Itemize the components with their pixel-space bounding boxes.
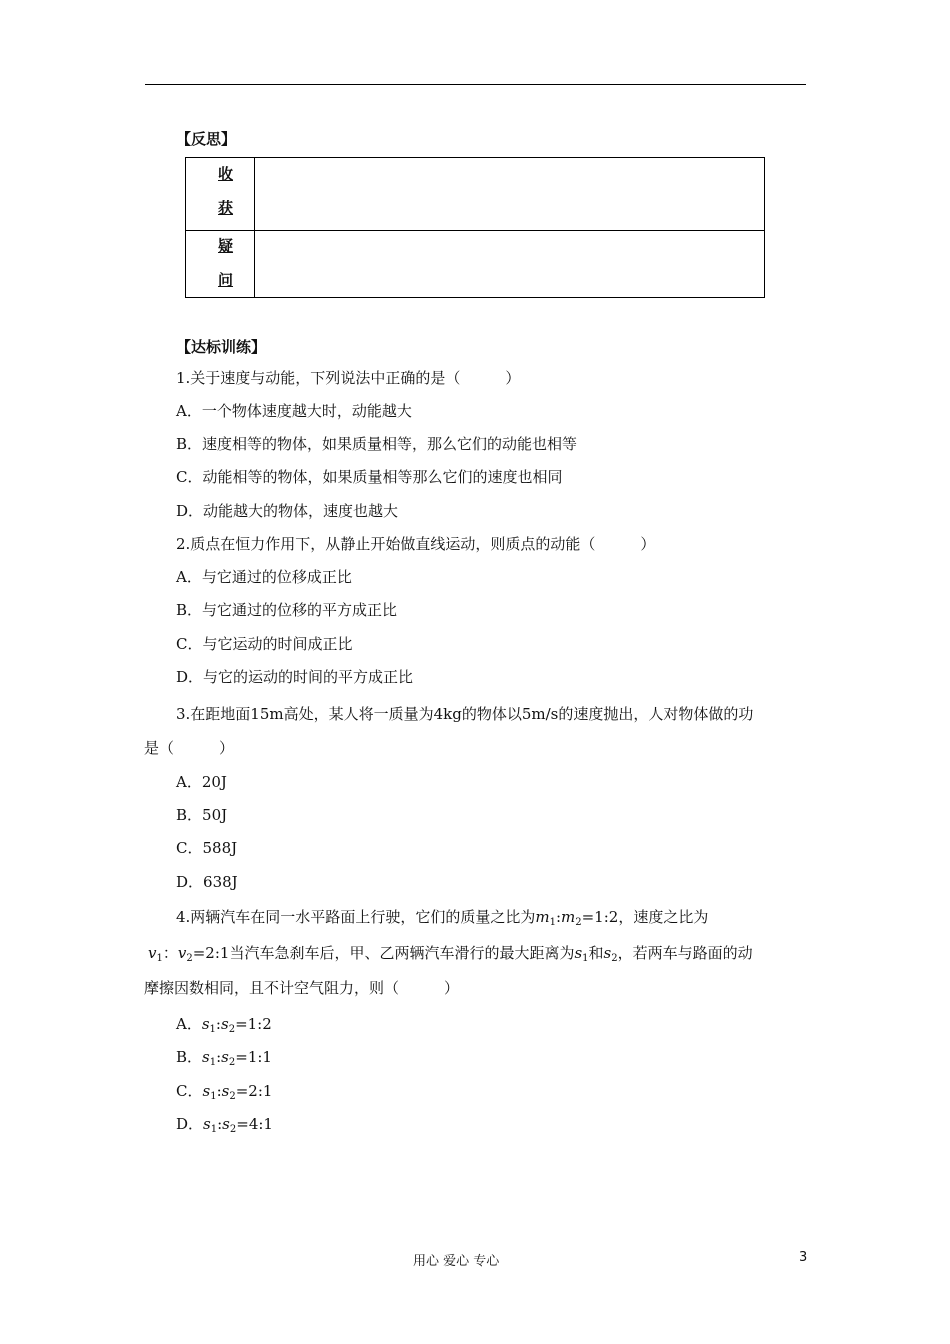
- q4-option-b-colon: :: [216, 1048, 222, 1066]
- q4-option-b-ratio: =1:1: [235, 1048, 272, 1066]
- questions-label-char-1: 疑: [218, 237, 234, 255]
- q3-option-c: C．588J: [176, 839, 238, 857]
- q1-option-c: C．动能相等的物体，如果质量相等那么它们的速度也相同: [176, 468, 563, 486]
- q4-option-b: [176, 1047, 272, 1073]
- page-number: 3: [799, 1250, 808, 1265]
- q3-option-a: A．20J: [176, 773, 227, 791]
- reflection-row-gains: [186, 158, 765, 231]
- gains-content-cell[interactable]: [255, 158, 765, 231]
- q4-option-a-colon: :: [215, 1015, 221, 1033]
- q4-and: 和: [588, 944, 604, 962]
- questions-label-cell: [186, 231, 255, 298]
- q4-option-d-letter: D．: [176, 1115, 204, 1133]
- q4-option-a: [176, 1014, 272, 1040]
- q4-v-colon: ：: [162, 944, 178, 962]
- q4-m2-sub: 2: [575, 917, 582, 928]
- q4-line1-post: =1:2，速度之比为: [581, 908, 709, 926]
- q4-v1: v: [148, 944, 157, 962]
- q4-option-a-s2-sub: 2: [228, 1024, 236, 1035]
- q4-option-b-s1: s: [202, 1048, 210, 1066]
- q4-option-b-s1-sub: 1: [209, 1057, 217, 1068]
- q4-option-a-s1: s: [201, 1015, 210, 1033]
- footer-text: 用心 爱心 专心: [413, 1254, 500, 1269]
- q4-option-a-s2: s: [220, 1015, 229, 1033]
- q3-option-d: D．638J: [176, 873, 238, 891]
- q4-v2: v: [177, 944, 187, 962]
- q3-option-b: B．50J: [176, 806, 228, 824]
- q3-stem-line1: 3.在距地面15m高处，某人将一质量为4kg的物体以5m/s的速度抛出，人对物体做的功: [176, 705, 754, 723]
- q4-option-d-s2-sub: 2: [229, 1124, 237, 1135]
- q4-option-c-s2: s: [221, 1082, 230, 1100]
- q4-option-c: [176, 1081, 272, 1107]
- q4-stem-line2: [148, 943, 753, 969]
- gains-label-cell: [186, 158, 255, 231]
- q4-option-c-s2-sub: 2: [229, 1091, 236, 1102]
- q4-m1-sub: 1: [549, 917, 556, 928]
- q1-option-a: A．一个物体速度越大时，动能越大: [176, 402, 412, 420]
- reflection-table: [185, 157, 765, 298]
- q4-option-b-letter: B．: [176, 1048, 203, 1066]
- gains-label-char-1: 收: [218, 165, 234, 183]
- gains-label-char-2: 获: [218, 199, 234, 217]
- q4-s2-sub: 2: [611, 953, 618, 964]
- q4-v2-sub: 2: [186, 953, 193, 964]
- q1-option-d: D．动能越大的物体，速度也越大: [176, 502, 399, 520]
- q4-option-d-s2: s: [222, 1115, 230, 1133]
- q4-option-d-s1: s: [203, 1115, 211, 1133]
- q4-option-c-letter: C．: [176, 1082, 203, 1100]
- q4-v1-sub: 1: [156, 953, 163, 964]
- practice-title: 【达标训练】: [176, 338, 267, 356]
- q4-stem-line1: [176, 907, 708, 933]
- q4-option-b-s2: s: [221, 1048, 229, 1066]
- q4-s2: s: [603, 944, 612, 962]
- q2-option-b: B．与它通过的位移的平方成正比: [176, 601, 398, 619]
- q4-option-c-s1: s: [202, 1082, 211, 1100]
- q4-option-a-s1-sub: 1: [209, 1024, 216, 1035]
- q4-option-a-letter: A．: [176, 1015, 202, 1033]
- reflection-row-questions: [186, 231, 765, 298]
- q4-line1-pre: 4.两辆汽车在同一水平路面上行驶，它们的质量之比为: [176, 908, 536, 926]
- q4-m-colon: :: [555, 908, 561, 926]
- q2-option-d: D．与它的运动的时间的平方成正比: [176, 668, 414, 686]
- q4-option-d-s1-sub: 1: [210, 1124, 218, 1135]
- q1-option-b: B．速度相等的物体，如果质量相等，那么它们的动能也相等: [176, 435, 578, 453]
- q4-s1-sub: 1: [582, 953, 589, 964]
- q4-option-a-ratio: =1:2: [235, 1015, 272, 1033]
- q2-option-c: C．与它运动的时间成正比: [176, 635, 353, 653]
- header-rule: [145, 84, 806, 85]
- q1-stem: 1.关于速度与动能，下列说法中正确的是（ ）: [176, 369, 521, 387]
- q4-line2-post: ，若两车与路面的动: [617, 944, 753, 962]
- questions-label-char-2: 问: [218, 271, 234, 289]
- q4-option-d: [176, 1114, 273, 1140]
- q2-option-a: A．与它通过的位移成正比: [176, 568, 352, 586]
- q4-option-c-s1-sub: 1: [210, 1091, 217, 1102]
- q4-m1: m: [535, 908, 550, 926]
- q4-m2: m: [561, 908, 576, 926]
- q4-option-d-ratio: =4:1: [236, 1115, 273, 1133]
- q4-s1: s: [574, 944, 583, 962]
- q4-option-c-colon: :: [216, 1082, 222, 1100]
- q4-stem-line3: 摩擦因数相同，且不计空气阻力，则（ ）: [144, 979, 460, 997]
- reflection-title: 【反思】: [176, 130, 237, 148]
- q4-line2-mid: =2:1当汽车急刹车后，甲、乙两辆汽车滑行的最大距离为: [192, 944, 575, 962]
- q4-option-c-ratio: =2:1: [235, 1082, 273, 1100]
- q3-stem-line2: 是（ ）: [144, 739, 235, 757]
- q4-option-d-colon: :: [217, 1115, 223, 1133]
- q4-option-b-s2-sub: 2: [228, 1057, 236, 1068]
- questions-content-cell[interactable]: [255, 231, 765, 298]
- q2-stem: 2.质点在恒力作用下，从静止开始做直线运动，则质点的动能（ ）: [176, 535, 656, 553]
